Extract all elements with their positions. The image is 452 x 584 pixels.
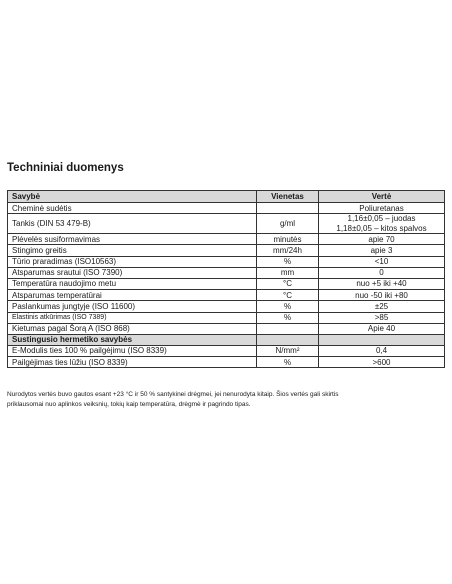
unit-cell: % <box>257 256 319 267</box>
value-line: 1,16±0,05 – juodas <box>347 214 416 224</box>
property-cell: E-Modulis ties 100 % pailgėjimu (ISO 8339) <box>8 346 257 357</box>
table-row <box>8 323 445 334</box>
table-row <box>8 256 445 267</box>
table-row <box>8 346 445 357</box>
table-row <box>8 301 445 312</box>
table-row <box>8 203 445 214</box>
section-title: Sustingusio hermetiko savybės <box>8 334 257 345</box>
property-cell: Temperatūra naudojimo metu <box>8 278 257 289</box>
page-title: Techniniai duomenys <box>7 162 124 174</box>
value-cell: >85 <box>319 312 445 323</box>
unit-cell: °C <box>257 290 319 301</box>
table-row <box>8 290 445 301</box>
table-row <box>8 278 445 289</box>
property-cell: Stingimo greitis <box>8 245 257 256</box>
table-row <box>8 357 445 368</box>
property-cell: Cheminė sudėtis <box>8 203 257 214</box>
property-cell: Paslankumas jungtyje (ISO 11600) <box>8 301 257 312</box>
value-cell: nuo -50 iki +80 <box>319 290 445 301</box>
column-header-property: Savybė <box>8 191 257 203</box>
unit-cell <box>257 323 319 334</box>
column-header-value: Vertė <box>319 191 445 203</box>
section-empty-cell <box>319 334 445 345</box>
value-cell: apie 3 <box>319 245 445 256</box>
property-cell: Elastinis atkūrimas (ISO 7389) <box>8 312 257 323</box>
footnote <box>7 390 447 409</box>
value-cell: >600 <box>319 357 445 368</box>
table-header-row <box>8 191 445 203</box>
value-cell: ±25 <box>319 301 445 312</box>
table-row <box>8 267 445 278</box>
value-cell: nuo +5 iki +40 <box>319 278 445 289</box>
property-cell: Tankis (DIN 53 479-B) <box>8 214 257 234</box>
table-row <box>8 214 445 234</box>
unit-cell: °C <box>257 278 319 289</box>
value-cell: Apie 40 <box>319 323 445 334</box>
value-cell: <10 <box>319 256 445 267</box>
unit-cell: mm <box>257 267 319 278</box>
property-cell: Pailgėjimas ties lūžiu (ISO 8339) <box>8 357 257 368</box>
value-cell <box>319 214 445 234</box>
table-row <box>8 312 445 323</box>
property-cell: Plėvelės susiformavimas <box>8 234 257 245</box>
unit-cell: % <box>257 357 319 368</box>
column-header-unit: Vienetas <box>257 191 319 203</box>
unit-cell: % <box>257 312 319 323</box>
unit-cell: g/ml <box>257 214 319 234</box>
unit-cell: minutės <box>257 234 319 245</box>
property-cell: Atsparumas srautui (ISO 7390) <box>8 267 257 278</box>
value-cell: 0 <box>319 267 445 278</box>
value-cell: 0,4 <box>319 346 445 357</box>
property-cell: Kietumas pagal Šorą A (ISO 868) <box>8 323 257 334</box>
unit-cell: N/mm² <box>257 346 319 357</box>
footnote-line: Nurodytos vertės buvo gautos esant +23 °C ir 50 % santykinei drėgmei, jei nenurodyta kitaip. Šios vertės gali skirtis <box>7 391 339 398</box>
section-empty-cell <box>257 334 319 345</box>
unit-cell: mm/24h <box>257 245 319 256</box>
value-line: 1,18±0,05 – kitos spalvos <box>336 223 427 233</box>
table-row <box>8 245 445 256</box>
unit-cell: % <box>257 301 319 312</box>
property-cell: Tūrio praradimas (ISO10563) <box>8 256 257 267</box>
value-cell: apie 70 <box>319 234 445 245</box>
value-cell: Poliuretanas <box>319 203 445 214</box>
table-row <box>8 234 445 245</box>
footnote-line: priklausomai nuo aplinkos veiksnių, tokių kaip temperatūra, drėgmė ir pagrindo tipas. <box>7 400 251 408</box>
technical-data-table <box>7 190 445 368</box>
property-cell: Atsparumas temperatūrai <box>8 290 257 301</box>
section-header-row <box>8 334 445 345</box>
unit-cell <box>257 203 319 214</box>
